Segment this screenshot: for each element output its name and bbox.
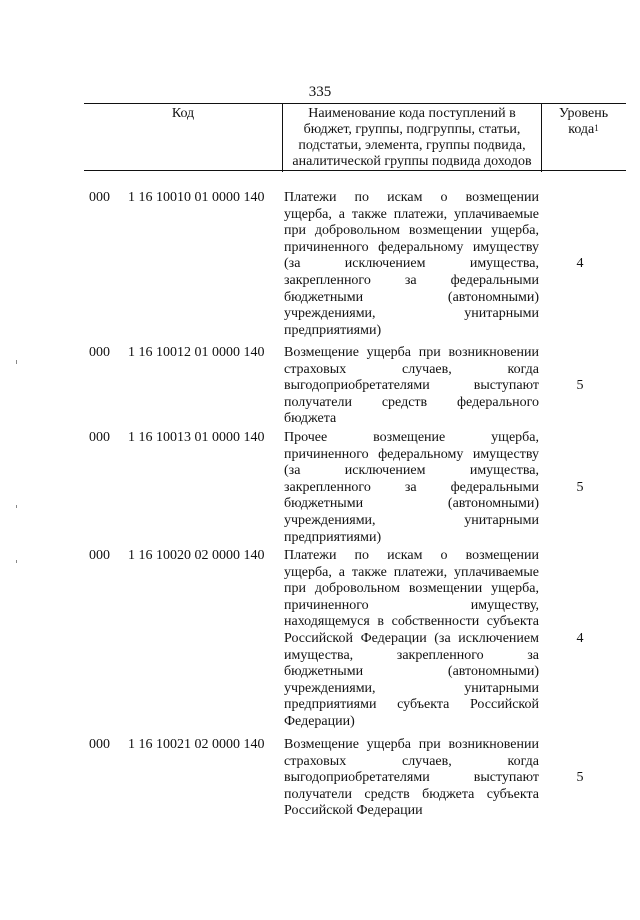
scan-mark xyxy=(16,505,17,508)
row-description-line: предприятиями субъекта Российской xyxy=(284,697,539,713)
row-admin-code: 000 xyxy=(89,345,110,360)
row-description-line: предприятиями) xyxy=(284,322,382,338)
row-description-line: учреждениями, унитарными xyxy=(284,680,539,696)
row-income-code: 1 16 10012 01 0000 140 xyxy=(128,345,265,360)
row-description-line: закрепленного за федеральными xyxy=(284,272,539,288)
row-admin-code: 000 xyxy=(89,548,110,563)
row-level: 4 xyxy=(576,256,584,272)
row-description-line: страховых случаев, когда xyxy=(284,753,539,769)
row-description-line: Российской Федерации (за исключением xyxy=(284,630,539,646)
scan-mark xyxy=(16,560,17,563)
header-name xyxy=(282,104,542,172)
row-description-line: Возмещение ущерба при возникновении xyxy=(284,345,539,360)
row-income-code: 1 16 10010 01 0000 140 xyxy=(128,190,265,205)
row-description-line: Прочее возмещение ущерба, xyxy=(284,430,539,445)
row-description-line: Платежи по искам о возмещении xyxy=(284,548,539,563)
row-level: 4 xyxy=(576,631,584,646)
row-description-line: получатели средств федерального xyxy=(284,394,539,410)
row-description-line: Российской Федерации xyxy=(284,803,423,819)
row-description-line: причиненного федеральному имуществу xyxy=(284,446,539,462)
page-number: 335 xyxy=(308,84,332,100)
header-name-line: Наименование кода поступлений в xyxy=(308,106,516,121)
row-description-line: страховых случаев, когда xyxy=(284,361,539,377)
row-description-line: закрепленного за федеральными xyxy=(284,479,539,495)
row-income-code: 1 16 10021 02 0000 140 xyxy=(128,737,265,752)
row-admin-code: 000 xyxy=(89,737,110,752)
row-level: 5 xyxy=(576,770,584,786)
row-description-line: бюджетными (автономными) xyxy=(284,664,539,680)
header-level-label: кода xyxy=(568,122,595,137)
row-admin-code: 000 xyxy=(89,190,110,205)
row-income-code: 1 16 10020 02 0000 140 xyxy=(128,548,265,563)
header-level xyxy=(541,104,626,172)
row-description-line: ущерба, а также платежи, уплачиваемые xyxy=(284,564,539,580)
row-description xyxy=(284,190,539,339)
row-description-line: при добровольном возмещении ущерба, xyxy=(284,223,539,239)
row-description-line: находящемуся в собственности субъекта xyxy=(284,614,539,630)
row-description-line: бюджетными (автономными) xyxy=(284,289,539,305)
header-level-line1: Уровень xyxy=(558,106,609,121)
row-description-line: Возмещение ущерба при возникновении xyxy=(284,737,539,752)
row-description-line: при добровольном возмещении ущерба, xyxy=(284,581,539,597)
scan-mark xyxy=(16,360,17,364)
header-name-line: бюджет, группы, подгруппы, статьи, xyxy=(303,122,521,137)
header-name-line: подстатьи, элемента, группы подвида, xyxy=(298,138,526,153)
row-description-line: причиненного федеральному имуществу xyxy=(284,239,539,255)
table-header xyxy=(84,103,626,171)
row-description-line: имущества, закрепленного за xyxy=(284,647,539,663)
row-description-line: Платежи по искам о возмещении xyxy=(284,190,539,205)
row-income-code: 1 16 10013 01 0000 140 xyxy=(128,430,265,445)
row-level: 5 xyxy=(576,378,584,394)
row-description-line: бюджетными (автономными) xyxy=(284,496,539,512)
header-code: Код xyxy=(171,106,195,121)
row-description-line: (за исключением имущества, xyxy=(284,256,539,272)
row-description-line: получатели средств бюджета субъекта xyxy=(284,786,539,802)
row-description-line: учреждениями, унитарными xyxy=(284,306,539,322)
header-name-line: аналитической группы подвида доходов xyxy=(292,154,532,169)
row-description xyxy=(284,345,539,428)
row-description xyxy=(284,548,539,731)
row-admin-code: 000 xyxy=(89,430,110,445)
row-description-line: (за исключением имущества, xyxy=(284,463,539,479)
row-description xyxy=(284,737,539,820)
row-description-line: Федерации) xyxy=(284,713,355,729)
row-level: 5 xyxy=(576,479,584,495)
row-description-line: выгодоприобретателями выступают xyxy=(284,770,539,786)
row-description-line: выгодоприобретателями выступают xyxy=(284,378,539,394)
footnote-marker: 1 xyxy=(594,123,599,133)
header-level-line2 xyxy=(541,122,626,138)
row-description-line: предприятиями) xyxy=(284,529,382,545)
row-description-line: ущерба, а также платежи, уплачиваемые xyxy=(284,206,539,222)
row-description-line: бюджета xyxy=(284,411,337,427)
row-description-line: причиненного имуществу, xyxy=(284,597,539,613)
row-description xyxy=(284,430,539,546)
row-description-line: учреждениями, унитарными xyxy=(284,512,539,528)
